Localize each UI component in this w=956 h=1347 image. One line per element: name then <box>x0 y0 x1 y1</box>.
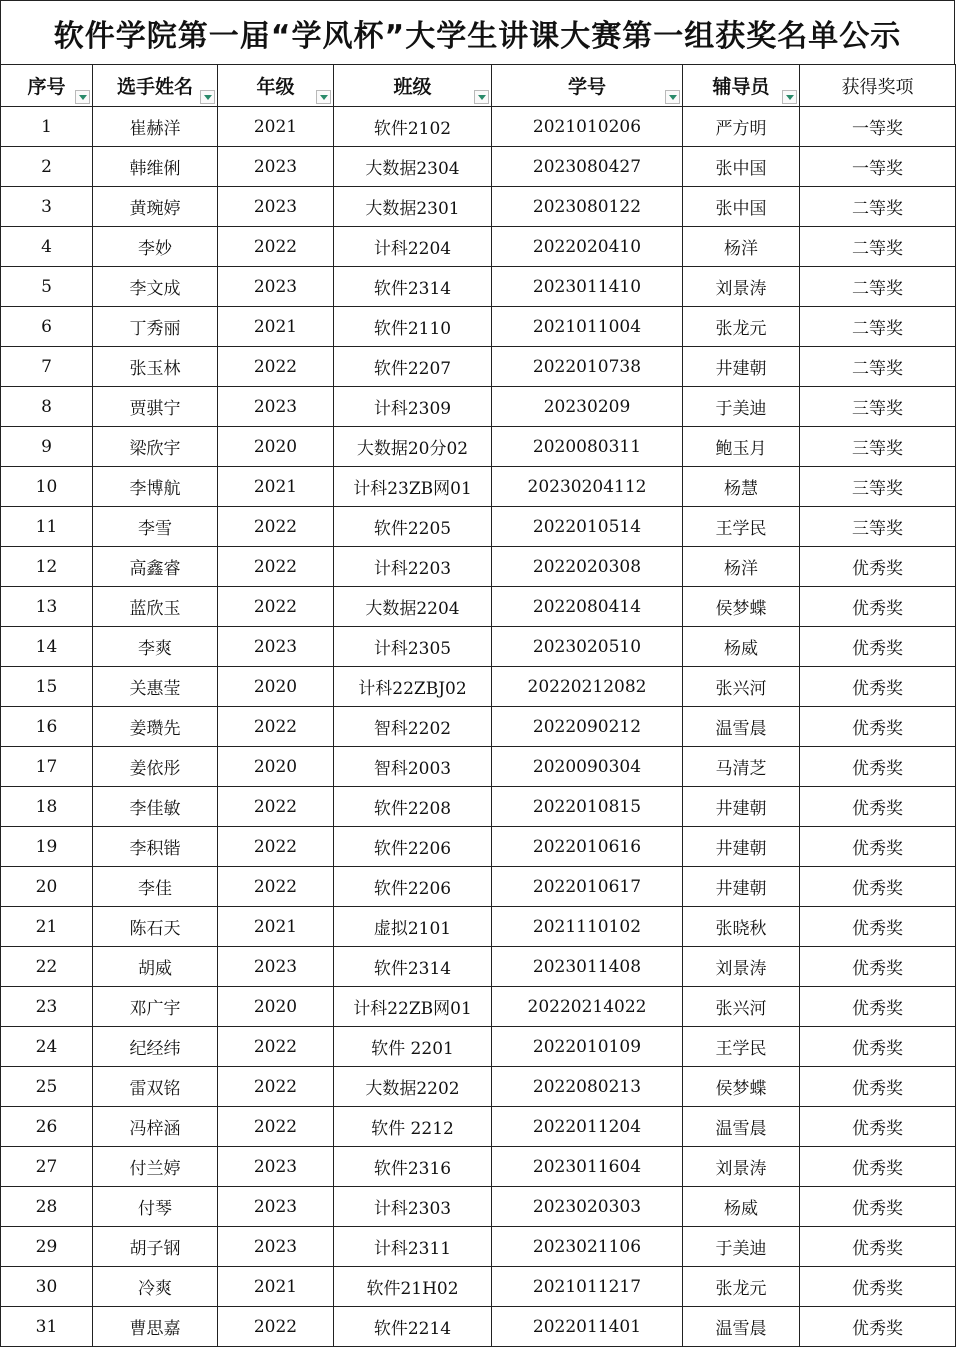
cell-student-id[interactable]: 20220212082 <box>492 667 683 707</box>
table-row <box>1 1027 956 1067</box>
cell-index[interactable]: 27 <box>1 1147 93 1187</box>
cell-class[interactable]: 虚拟2101 <box>334 907 492 947</box>
table-row <box>1 947 956 987</box>
cell-class[interactable]: 计科23ZB网01 <box>334 467 492 507</box>
cell-index[interactable]: 1 <box>1 107 93 147</box>
cell-award[interactable]: 优秀奖 <box>800 987 956 1027</box>
cell-award[interactable]: 优秀奖 <box>800 747 956 787</box>
cell-student-id[interactable]: 2023080427 <box>492 147 683 187</box>
cell-name[interactable]: 曹思嘉 <box>93 1307 218 1347</box>
cell-grade[interactable]: 2022 <box>218 1107 334 1147</box>
cell-index[interactable]: 11 <box>1 507 93 547</box>
table-row <box>1 507 956 547</box>
cell-index[interactable]: 5 <box>1 267 93 307</box>
cell-class[interactable]: 大数据20分02 <box>334 427 492 467</box>
table-row <box>1 747 956 787</box>
table-row <box>1 347 956 387</box>
cell-grade[interactable]: 2022 <box>218 707 334 747</box>
cell-grade[interactable]: 2023 <box>218 627 334 667</box>
cell-grade[interactable]: 2022 <box>218 547 334 587</box>
cell-award[interactable]: 优秀奖 <box>800 1227 956 1267</box>
table-row <box>1 1067 956 1107</box>
cell-class[interactable]: 大数据2202 <box>334 1067 492 1107</box>
cell-grade[interactable]: 2021 <box>218 107 334 147</box>
table-row <box>1 307 956 347</box>
cell-name[interactable]: 李文成 <box>93 267 218 307</box>
table-row <box>1 427 956 467</box>
cell-student-id[interactable]: 2021011217 <box>492 1267 683 1307</box>
cell-award[interactable]: 三等奖 <box>800 387 956 427</box>
cell-name[interactable]: 付兰婷 <box>93 1147 218 1187</box>
table-row <box>1 707 956 747</box>
cell-grade[interactable]: 2021 <box>218 1267 334 1307</box>
cell-award[interactable]: 优秀奖 <box>800 867 956 907</box>
cell-name[interactable]: 关惠莹 <box>93 667 218 707</box>
cell-student-id[interactable]: 2022020410 <box>492 227 683 267</box>
table-row <box>1 667 956 707</box>
cell-name[interactable]: 张玉林 <box>93 347 218 387</box>
table-row <box>1 1227 956 1267</box>
cell-class[interactable]: 计科22ZB网01 <box>334 987 492 1027</box>
cell-award[interactable]: 优秀奖 <box>800 1067 956 1107</box>
cell-index[interactable]: 28 <box>1 1187 93 1227</box>
column-header-grade <box>218 65 334 107</box>
cell-grade[interactable]: 2020 <box>218 667 334 707</box>
cell-index[interactable]: 24 <box>1 1027 93 1067</box>
cell-index[interactable]: 19 <box>1 827 93 867</box>
cell-class[interactable]: 大数据2304 <box>334 147 492 187</box>
cell-class[interactable]: 智科2202 <box>334 707 492 747</box>
cell-index[interactable]: 14 <box>1 627 93 667</box>
table-row <box>1 867 956 907</box>
cell-class[interactable]: 计科2309 <box>334 387 492 427</box>
cell-student-id[interactable]: 20230204112 <box>492 467 683 507</box>
cell-award[interactable]: 优秀奖 <box>800 947 956 987</box>
cell-grade[interactable]: 2022 <box>218 507 334 547</box>
filter-dropdown-icon[interactable] <box>200 90 215 104</box>
cell-counselor[interactable]: 王学民 <box>683 507 800 547</box>
cell-counselor[interactable]: 杨洋 <box>683 227 800 267</box>
cell-award[interactable]: 三等奖 <box>800 467 956 507</box>
cell-award[interactable]: 三等奖 <box>800 507 956 547</box>
cell-name[interactable]: 贾骐宁 <box>93 387 218 427</box>
cell-grade[interactable]: 2022 <box>218 347 334 387</box>
cell-award[interactable]: 一等奖 <box>800 107 956 147</box>
cell-class[interactable]: 软件2110 <box>334 307 492 347</box>
cell-name[interactable]: 胡子钢 <box>93 1227 218 1267</box>
cell-award[interactable]: 二等奖 <box>800 307 956 347</box>
table-row <box>1 187 956 227</box>
cell-counselor[interactable]: 侯梦蝶 <box>683 1067 800 1107</box>
table-row <box>1 1307 956 1347</box>
cell-student-id[interactable]: 2023011410 <box>492 267 683 307</box>
cell-student-id[interactable]: 2022010617 <box>492 867 683 907</box>
cell-student-id[interactable]: 2022010514 <box>492 507 683 547</box>
cell-student-id[interactable]: 2021011004 <box>492 307 683 347</box>
cell-grade[interactable]: 2023 <box>218 387 334 427</box>
cell-student-id[interactable]: 2022011204 <box>492 1107 683 1147</box>
cell-class[interactable]: 软件2205 <box>334 507 492 547</box>
cell-counselor[interactable]: 张中国 <box>683 147 800 187</box>
cell-award[interactable]: 二等奖 <box>800 187 956 227</box>
cell-student-id[interactable]: 2022080414 <box>492 587 683 627</box>
table-row <box>1 387 956 427</box>
cell-student-id[interactable]: 2022011401 <box>492 1307 683 1347</box>
table-row <box>1 467 956 507</box>
column-header-student-id <box>492 65 683 107</box>
cell-name[interactable]: 姜依彤 <box>93 747 218 787</box>
cell-grade[interactable]: 2023 <box>218 187 334 227</box>
table-row <box>1 787 956 827</box>
column-header-label: 辅导员 <box>712 76 770 98</box>
cell-class[interactable]: 软件21H02 <box>334 1267 492 1307</box>
cell-class[interactable]: 软件2208 <box>334 787 492 827</box>
table-row <box>1 547 956 587</box>
cell-index[interactable]: 4 <box>1 227 93 267</box>
cell-award[interactable]: 优秀奖 <box>800 1027 956 1067</box>
cell-student-id[interactable]: 2022020308 <box>492 547 683 587</box>
cell-name[interactable]: 韩维俐 <box>93 147 218 187</box>
table-row <box>1 1187 956 1227</box>
cell-index[interactable]: 26 <box>1 1107 93 1147</box>
cell-student-id[interactable]: 2023080122 <box>492 187 683 227</box>
cell-name[interactable]: 雷双铭 <box>93 1067 218 1107</box>
page-title: 软件学院第一届“学风杯”大学生讲课大赛第一组获奖名单公示 <box>0 0 955 65</box>
cell-student-id[interactable]: 2020080311 <box>492 427 683 467</box>
filter-dropdown-icon[interactable] <box>316 90 331 104</box>
cell-grade[interactable]: 2023 <box>218 1227 334 1267</box>
cell-index[interactable]: 31 <box>1 1307 93 1347</box>
cell-name[interactable]: 李积锴 <box>93 827 218 867</box>
cell-award[interactable]: 优秀奖 <box>800 547 956 587</box>
table-row <box>1 587 956 627</box>
cell-index[interactable]: 23 <box>1 987 93 1027</box>
column-header-label: 年级 <box>256 76 295 98</box>
cell-name[interactable]: 冷爽 <box>93 1267 218 1307</box>
cell-class[interactable]: 计科2305 <box>334 627 492 667</box>
column-header-label: 学号 <box>567 76 606 98</box>
cell-name[interactable]: 丁秀丽 <box>93 307 218 347</box>
cell-award[interactable]: 优秀奖 <box>800 587 956 627</box>
table-row <box>1 1107 956 1147</box>
cell-grade[interactable]: 2020 <box>218 987 334 1027</box>
cell-counselor[interactable]: 侯梦蝶 <box>683 587 800 627</box>
cell-grade[interactable]: 2022 <box>218 827 334 867</box>
filter-dropdown-icon[interactable] <box>782 90 797 104</box>
cell-counselor[interactable]: 井建朝 <box>683 827 800 867</box>
column-header-label: 选手姓名 <box>116 76 193 98</box>
cell-index[interactable]: 16 <box>1 707 93 747</box>
cell-name[interactable]: 李博航 <box>93 467 218 507</box>
table-row <box>1 1147 956 1187</box>
cell-grade[interactable]: 2021 <box>218 467 334 507</box>
cell-grade[interactable]: 2021 <box>218 307 334 347</box>
cell-counselor[interactable]: 刘景涛 <box>683 267 800 307</box>
cell-student-id[interactable]: 20220214022 <box>492 987 683 1027</box>
column-header-label: 序号 <box>27 76 66 98</box>
cell-counselor[interactable]: 井建朝 <box>683 347 800 387</box>
cell-class[interactable]: 智科2003 <box>334 747 492 787</box>
cell-counselor[interactable]: 杨威 <box>683 627 800 667</box>
cell-counselor[interactable]: 于美迪 <box>683 387 800 427</box>
cell-grade[interactable]: 2023 <box>218 1147 334 1187</box>
cell-counselor[interactable]: 杨洋 <box>683 547 800 587</box>
cell-index[interactable]: 9 <box>1 427 93 467</box>
cell-counselor[interactable]: 杨慧 <box>683 467 800 507</box>
cell-counselor[interactable]: 张晓秋 <box>683 907 800 947</box>
cell-grade[interactable]: 2023 <box>218 147 334 187</box>
cell-student-id[interactable]: 2022080213 <box>492 1067 683 1107</box>
cell-student-id[interactable]: 2022010815 <box>492 787 683 827</box>
cell-award[interactable]: 优秀奖 <box>800 907 956 947</box>
cell-class[interactable]: 软件2207 <box>334 347 492 387</box>
cell-class[interactable]: 软件2314 <box>334 947 492 987</box>
cell-grade[interactable]: 2022 <box>218 787 334 827</box>
cell-name[interactable]: 李雪 <box>93 507 218 547</box>
cell-index[interactable]: 29 <box>1 1227 93 1267</box>
cell-student-id[interactable]: 2023021106 <box>492 1227 683 1267</box>
cell-award[interactable]: 优秀奖 <box>800 1267 956 1307</box>
cell-index[interactable]: 15 <box>1 667 93 707</box>
column-header-label: 班级 <box>393 76 432 98</box>
cell-index[interactable]: 8 <box>1 387 93 427</box>
cell-counselor[interactable]: 温雪晨 <box>683 1307 800 1347</box>
cell-counselor[interactable]: 温雪晨 <box>683 707 800 747</box>
filter-dropdown-icon[interactable] <box>665 90 680 104</box>
column-header-name <box>93 65 218 107</box>
cell-name[interactable]: 高鑫睿 <box>93 547 218 587</box>
cell-counselor[interactable]: 张中国 <box>683 187 800 227</box>
cell-name[interactable]: 崔赫洋 <box>93 107 218 147</box>
cell-counselor[interactable]: 严方明 <box>683 107 800 147</box>
cell-grade[interactable]: 2020 <box>218 427 334 467</box>
cell-student-id[interactable]: 2022010738 <box>492 347 683 387</box>
cell-grade[interactable]: 2022 <box>218 1027 334 1067</box>
cell-index[interactable]: 12 <box>1 547 93 587</box>
cell-award[interactable]: 优秀奖 <box>800 667 956 707</box>
cell-index[interactable]: 3 <box>1 187 93 227</box>
cell-name[interactable]: 黄琬婷 <box>93 187 218 227</box>
cell-index[interactable]: 22 <box>1 947 93 987</box>
table-row <box>1 227 956 267</box>
cell-class[interactable]: 计科2303 <box>334 1187 492 1227</box>
filter-dropdown-icon[interactable] <box>75 90 90 104</box>
cell-counselor[interactable]: 张龙元 <box>683 307 800 347</box>
table-row <box>1 627 956 667</box>
cell-index[interactable]: 30 <box>1 1267 93 1307</box>
cell-grade[interactable]: 2023 <box>218 947 334 987</box>
cell-class[interactable]: 软件2314 <box>334 267 492 307</box>
cell-name[interactable]: 冯梓涵 <box>93 1107 218 1147</box>
cell-class[interactable]: 计科2203 <box>334 547 492 587</box>
column-header-label: 获得奖项 <box>841 76 914 98</box>
cell-student-id[interactable]: 2021010206 <box>492 107 683 147</box>
cell-award[interactable]: 优秀奖 <box>800 1147 956 1187</box>
award-table <box>0 64 956 1347</box>
cell-index[interactable]: 20 <box>1 867 93 907</box>
cell-grade[interactable]: 2021 <box>218 907 334 947</box>
column-header-award <box>800 65 956 107</box>
cell-student-id[interactable]: 20230209 <box>492 387 683 427</box>
cell-index[interactable]: 25 <box>1 1067 93 1107</box>
cell-award[interactable]: 优秀奖 <box>800 1187 956 1227</box>
cell-name[interactable]: 梁欣宇 <box>93 427 218 467</box>
cell-class[interactable]: 软件 2201 <box>334 1027 492 1067</box>
cell-award[interactable]: 优秀奖 <box>800 827 956 867</box>
cell-counselor[interactable]: 张兴河 <box>683 987 800 1027</box>
table-row <box>1 1267 956 1307</box>
table-body <box>1 107 956 1347</box>
cell-class[interactable]: 软件2206 <box>334 867 492 907</box>
header-row <box>1 65 956 107</box>
table-row <box>1 907 956 947</box>
cell-counselor[interactable]: 井建朝 <box>683 787 800 827</box>
cell-class[interactable]: 大数据2301 <box>334 187 492 227</box>
cell-counselor[interactable]: 马清芝 <box>683 747 800 787</box>
cell-name[interactable]: 李佳 <box>93 867 218 907</box>
cell-name[interactable]: 陈石天 <box>93 907 218 947</box>
cell-index[interactable]: 17 <box>1 747 93 787</box>
cell-award[interactable]: 二等奖 <box>800 267 956 307</box>
cell-name[interactable]: 李爽 <box>93 627 218 667</box>
cell-grade[interactable]: 2022 <box>218 867 334 907</box>
cell-grade[interactable]: 2022 <box>218 587 334 627</box>
cell-grade[interactable]: 2022 <box>218 227 334 267</box>
cell-counselor[interactable]: 温雪晨 <box>683 1107 800 1147</box>
cell-name[interactable]: 纪经纬 <box>93 1027 218 1067</box>
cell-student-id[interactable]: 2023020303 <box>492 1187 683 1227</box>
cell-award[interactable]: 优秀奖 <box>800 707 956 747</box>
cell-award[interactable]: 优秀奖 <box>800 1307 956 1347</box>
table-row <box>1 827 956 867</box>
cell-grade[interactable]: 2020 <box>218 747 334 787</box>
cell-award[interactable]: 二等奖 <box>800 227 956 267</box>
cell-student-id[interactable]: 2022010109 <box>492 1027 683 1067</box>
cell-award[interactable]: 优秀奖 <box>800 627 956 667</box>
cell-index[interactable]: 7 <box>1 347 93 387</box>
table-row <box>1 107 956 147</box>
cell-index[interactable]: 18 <box>1 787 93 827</box>
cell-grade[interactable]: 2023 <box>218 1187 334 1227</box>
cell-index[interactable]: 13 <box>1 587 93 627</box>
table-row <box>1 267 956 307</box>
cell-name[interactable]: 李妙 <box>93 227 218 267</box>
cell-class[interactable]: 软件2102 <box>334 107 492 147</box>
cell-counselor[interactable]: 于美迪 <box>683 1227 800 1267</box>
cell-index[interactable]: 21 <box>1 907 93 947</box>
cell-student-id[interactable]: 2021110102 <box>492 907 683 947</box>
cell-counselor[interactable]: 刘景涛 <box>683 947 800 987</box>
cell-award[interactable]: 二等奖 <box>800 347 956 387</box>
cell-name[interactable]: 邓广宇 <box>93 987 218 1027</box>
cell-index[interactable]: 2 <box>1 147 93 187</box>
cell-student-id[interactable]: 2022010616 <box>492 827 683 867</box>
cell-student-id[interactable]: 2020090304 <box>492 747 683 787</box>
cell-counselor[interactable]: 张龙元 <box>683 1267 800 1307</box>
cell-award[interactable]: 优秀奖 <box>800 1107 956 1147</box>
cell-name[interactable]: 付琴 <box>93 1187 218 1227</box>
cell-counselor[interactable]: 杨威 <box>683 1187 800 1227</box>
cell-counselor[interactable]: 张兴河 <box>683 667 800 707</box>
cell-class[interactable]: 大数据2204 <box>334 587 492 627</box>
cell-class[interactable]: 软件2214 <box>334 1307 492 1347</box>
cell-class[interactable]: 计科2311 <box>334 1227 492 1267</box>
cell-student-id[interactable]: 2023011604 <box>492 1147 683 1187</box>
cell-counselor[interactable]: 鲍玉月 <box>683 427 800 467</box>
cell-grade[interactable]: 2022 <box>218 1067 334 1107</box>
cell-student-id[interactable]: 2022090212 <box>492 707 683 747</box>
cell-counselor[interactable]: 井建朝 <box>683 867 800 907</box>
cell-award[interactable]: 一等奖 <box>800 147 956 187</box>
column-header-counselor <box>683 65 800 107</box>
cell-student-id[interactable]: 2023011408 <box>492 947 683 987</box>
cell-name[interactable]: 姜瓒先 <box>93 707 218 747</box>
cell-index[interactable]: 6 <box>1 307 93 347</box>
cell-class[interactable]: 软件 2212 <box>334 1107 492 1147</box>
cell-class[interactable]: 软件2206 <box>334 827 492 867</box>
cell-class[interactable]: 计科2204 <box>334 227 492 267</box>
cell-grade[interactable]: 2023 <box>218 267 334 307</box>
column-header-index <box>1 65 93 107</box>
cell-class[interactable]: 软件2316 <box>334 1147 492 1187</box>
table-row <box>1 987 956 1027</box>
cell-student-id[interactable]: 2023020510 <box>492 627 683 667</box>
cell-class[interactable]: 计科22ZBJ02 <box>334 667 492 707</box>
cell-counselor[interactable]: 刘景涛 <box>683 1147 800 1187</box>
cell-name[interactable]: 李佳敏 <box>93 787 218 827</box>
cell-index[interactable]: 10 <box>1 467 93 507</box>
cell-award[interactable]: 优秀奖 <box>800 787 956 827</box>
cell-counselor[interactable]: 王学民 <box>683 1027 800 1067</box>
cell-name[interactable]: 蓝欣玉 <box>93 587 218 627</box>
cell-award[interactable]: 三等奖 <box>800 427 956 467</box>
filter-dropdown-icon[interactable] <box>474 90 489 104</box>
cell-name[interactable]: 胡威 <box>93 947 218 987</box>
cell-grade[interactable]: 2022 <box>218 1307 334 1347</box>
table-row <box>1 147 956 187</box>
column-header-class <box>334 65 492 107</box>
